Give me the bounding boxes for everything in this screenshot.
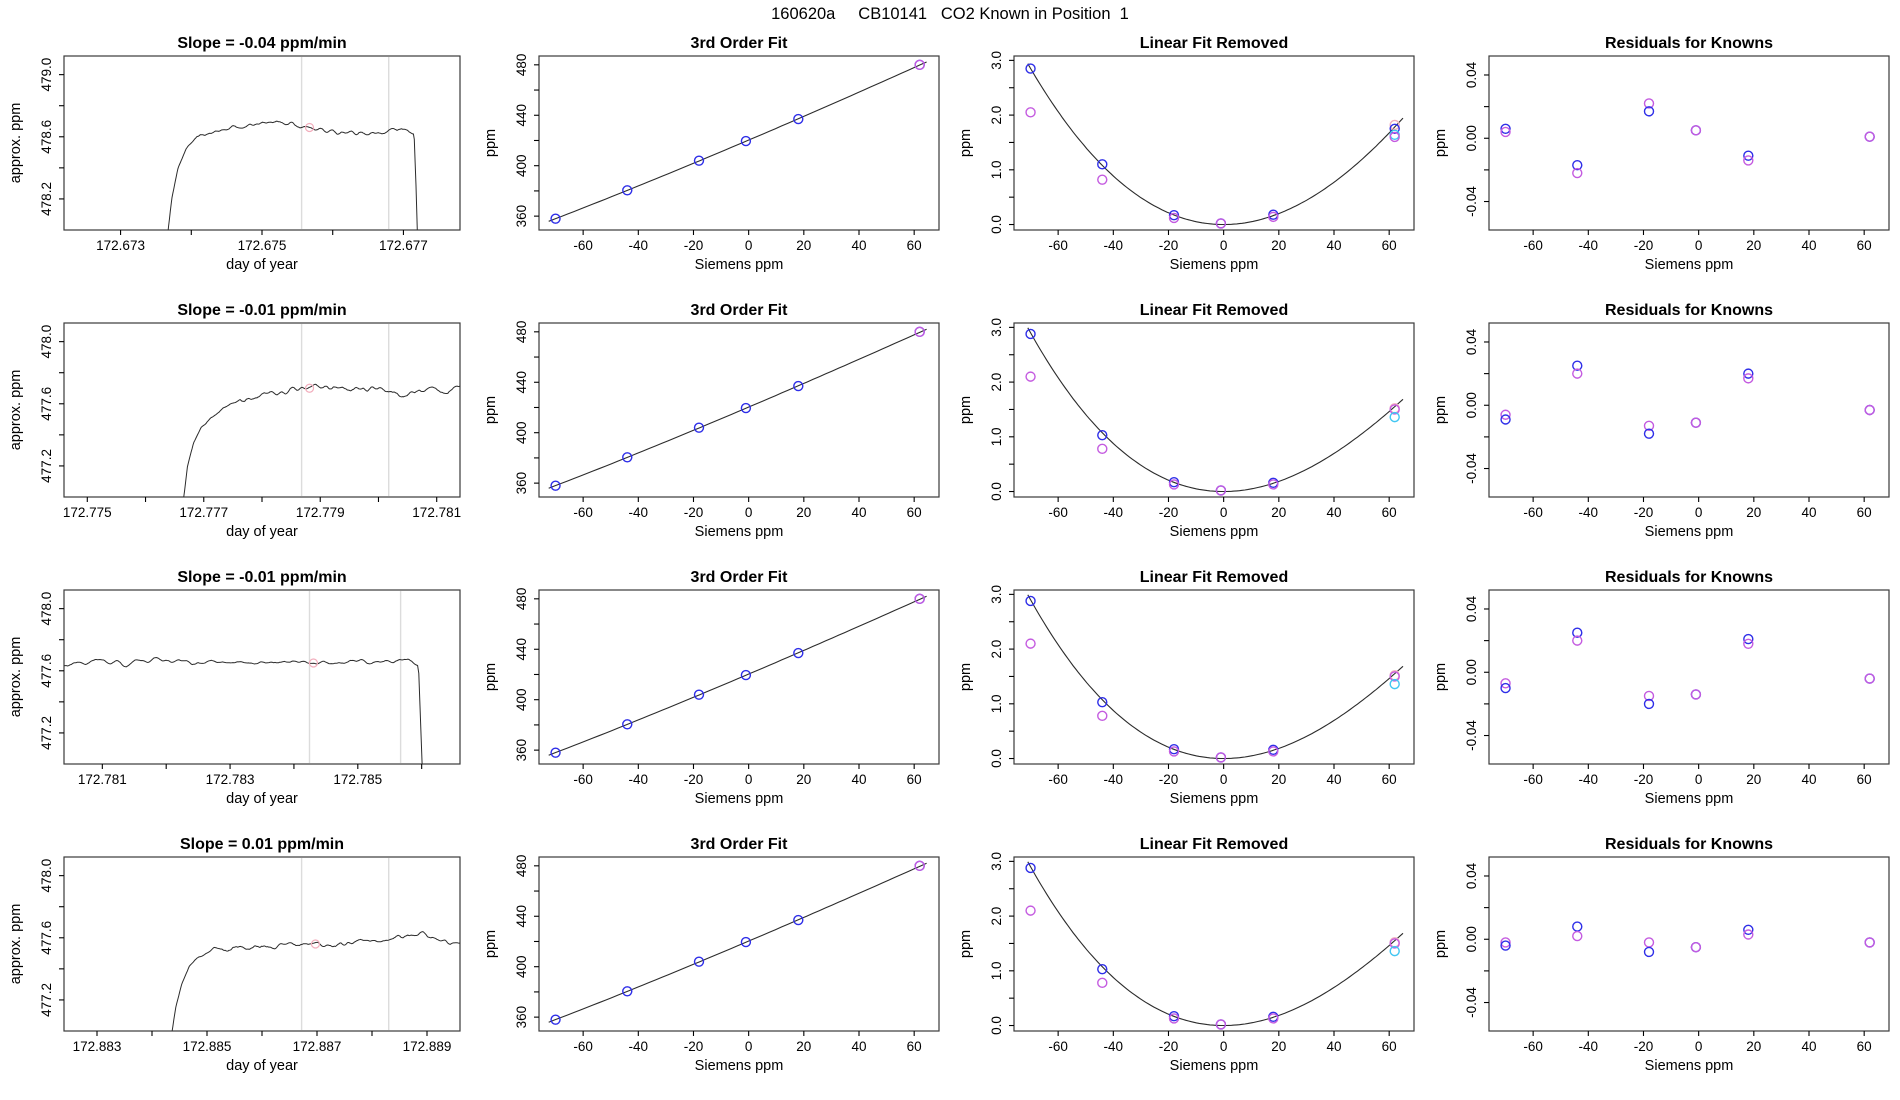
svg-text:60: 60 [906,505,922,520]
svg-text:478.0: 478.0 [39,324,54,359]
svg-text:Siemens ppm: Siemens ppm [694,524,784,540]
panel-r3-timeseries [0,564,475,831]
svg-text:-40: -40 [1103,238,1124,253]
svg-text:approx. ppm: approx. ppm [8,369,24,451]
svg-text:ppm: ppm [1433,128,1449,158]
svg-text:1.0: 1.0 [989,694,1004,714]
svg-text:0.00: 0.00 [1464,659,1479,686]
svg-text:0.0: 0.0 [989,482,1004,501]
svg-text:Slope = -0.04 ppm/min: Slope = -0.04 ppm/min [177,35,347,52]
svg-text:-0.04: -0.04 [1464,987,1479,1018]
svg-text:0.04: 0.04 [1464,862,1479,890]
svg-text:approx. ppm: approx. ppm [8,636,24,718]
svg-text:40: 40 [851,238,867,253]
panel-r2-residuals [1425,297,1900,564]
panel-r1-residuals [1425,30,1900,297]
svg-text:40: 40 [1326,238,1342,253]
svg-text:day of year: day of year [226,791,298,807]
svg-text:360: 360 [514,471,529,495]
panel-r1-third-order-fit [475,30,950,297]
svg-text:ppm: ppm [1433,662,1449,692]
svg-text:60: 60 [1381,238,1397,253]
svg-text:Slope = -0.01 ppm/min: Slope = -0.01 ppm/min [177,302,347,319]
panel-r4-residuals [1425,831,1900,1098]
svg-text:3.0: 3.0 [989,584,1004,604]
svg-text:0: 0 [744,505,753,520]
svg-text:172.677: 172.677 [379,238,428,253]
svg-text:-20: -20 [1158,238,1179,253]
svg-text:0: 0 [1219,772,1228,787]
svg-text:478.2: 478.2 [39,182,54,216]
svg-text:Slope = 0.01 ppm/min: Slope = 0.01 ppm/min [179,836,345,853]
svg-text:3.0: 3.0 [989,851,1004,871]
svg-text:ppm: ppm [958,929,974,959]
svg-text:-40: -40 [628,1039,649,1054]
panel-r2-linear-fit-removed [950,297,1425,564]
svg-text:0: 0 [1219,238,1228,253]
svg-text:0.04: 0.04 [1464,595,1479,623]
figure-title: 160620a CB10141 CO2 Known in Position 1 [771,5,1129,23]
svg-text:477.6: 477.6 [39,386,54,421]
svg-text:0.0: 0.0 [989,1016,1004,1035]
svg-text:Siemens ppm: Siemens ppm [1169,524,1259,540]
svg-text:Residuals for Knowns: Residuals for Knowns [1604,302,1774,319]
svg-text:Linear Fit Removed: Linear Fit Removed [1139,302,1289,319]
svg-text:20: 20 [796,772,812,787]
svg-text:360: 360 [514,1005,529,1029]
svg-text:172.779: 172.779 [295,505,345,520]
svg-text:Residuals for Knowns: Residuals for Knowns [1604,836,1774,853]
svg-text:-60: -60 [573,772,593,787]
svg-text:Linear Fit Removed: Linear Fit Removed [1139,569,1289,586]
svg-text:0: 0 [1694,238,1703,253]
svg-text:1.0: 1.0 [989,160,1004,180]
svg-text:60: 60 [1856,1039,1872,1054]
svg-text:Siemens ppm: Siemens ppm [1169,791,1259,807]
svg-text:40: 40 [1326,505,1342,520]
svg-text:20: 20 [1271,772,1287,787]
svg-text:Residuals for Knowns: Residuals for Knowns [1604,35,1774,52]
svg-text:20: 20 [796,505,812,520]
panel-r3-linear-fit-removed [950,564,1425,831]
svg-text:40: 40 [1801,772,1817,787]
svg-text:20: 20 [796,1039,812,1054]
svg-text:60: 60 [1381,505,1397,520]
svg-text:-40: -40 [1578,1039,1599,1054]
svg-text:ppm: ppm [483,929,499,959]
panel-r4-third-order-fit [475,831,950,1098]
svg-text:360: 360 [514,204,529,228]
svg-text:0.04: 0.04 [1464,328,1479,356]
svg-text:Siemens ppm: Siemens ppm [1644,524,1734,540]
svg-text:172.783: 172.783 [205,772,255,787]
svg-text:3rd Order Fit: 3rd Order Fit [690,836,788,853]
svg-text:400: 400 [514,421,529,444]
svg-text:172.885: 172.885 [182,1039,232,1054]
svg-text:172.883: 172.883 [72,1039,122,1054]
plot-grid [0,30,1900,1098]
svg-text:20: 20 [1746,1039,1762,1054]
svg-text:20: 20 [1271,505,1287,520]
svg-text:Siemens ppm: Siemens ppm [1644,791,1734,807]
svg-text:-20: -20 [1633,505,1654,520]
svg-text:ppm: ppm [958,128,974,158]
svg-text:ppm: ppm [1433,929,1449,959]
svg-text:ppm: ppm [958,395,974,425]
svg-text:Siemens ppm: Siemens ppm [1169,257,1259,273]
svg-text:0: 0 [744,238,753,253]
svg-text:0.0: 0.0 [989,749,1004,768]
svg-text:40: 40 [1801,505,1817,520]
svg-text:ppm: ppm [1433,395,1449,425]
svg-text:-40: -40 [1103,505,1124,520]
svg-text:-20: -20 [1633,1039,1654,1054]
svg-text:400: 400 [514,955,529,978]
svg-text:Siemens ppm: Siemens ppm [694,1058,784,1074]
svg-text:172.673: 172.673 [96,238,145,253]
svg-text:0.00: 0.00 [1464,392,1479,419]
svg-text:477.2: 477.2 [39,983,54,1017]
svg-text:ppm: ppm [483,662,499,692]
svg-text:40: 40 [1326,772,1342,787]
svg-text:60: 60 [906,772,922,787]
panel-r1-linear-fit-removed [950,30,1425,297]
svg-text:360: 360 [514,738,529,762]
svg-text:172.785: 172.785 [333,772,383,787]
panel-r2-timeseries [0,297,475,564]
svg-text:60: 60 [906,1039,922,1054]
svg-text:Siemens ppm: Siemens ppm [694,791,784,807]
svg-text:172.781: 172.781 [77,772,127,787]
svg-text:478.0: 478.0 [39,858,54,893]
svg-text:477.2: 477.2 [39,716,54,750]
svg-text:-20: -20 [683,772,704,787]
svg-text:day of year: day of year [226,524,298,540]
svg-text:Siemens ppm: Siemens ppm [1644,257,1734,273]
svg-text:-40: -40 [1578,505,1599,520]
svg-text:-60: -60 [1048,238,1068,253]
svg-text:479.0: 479.0 [39,57,54,92]
svg-text:60: 60 [1856,505,1872,520]
svg-text:60: 60 [1381,772,1397,787]
svg-text:0: 0 [1694,505,1703,520]
svg-text:0: 0 [744,772,753,787]
svg-text:Siemens ppm: Siemens ppm [1644,1058,1734,1074]
svg-text:40: 40 [851,1039,867,1054]
svg-text:478.0: 478.0 [39,591,54,626]
svg-text:400: 400 [514,154,529,177]
svg-text:-60: -60 [1523,1039,1543,1054]
svg-text:3rd Order Fit: 3rd Order Fit [690,569,788,586]
svg-text:0.00: 0.00 [1464,926,1479,953]
svg-text:20: 20 [1746,238,1762,253]
svg-text:Linear Fit Removed: Linear Fit Removed [1139,35,1289,52]
svg-text:-60: -60 [1523,772,1543,787]
svg-text:20: 20 [1746,505,1762,520]
svg-text:-40: -40 [1578,238,1599,253]
svg-text:172.777: 172.777 [179,505,229,520]
svg-text:-20: -20 [1633,238,1654,253]
svg-text:approx. ppm: approx. ppm [8,102,24,184]
svg-text:172.675: 172.675 [237,238,287,253]
svg-text:Siemens ppm: Siemens ppm [1169,1058,1259,1074]
svg-text:-40: -40 [628,505,649,520]
svg-text:20: 20 [1746,772,1762,787]
svg-text:-20: -20 [683,238,704,253]
svg-text:172.887: 172.887 [292,1039,342,1054]
svg-text:-40: -40 [1103,1039,1124,1054]
svg-text:2.0: 2.0 [989,105,1004,125]
svg-text:2.0: 2.0 [989,372,1004,392]
svg-text:480: 480 [514,53,529,77]
svg-text:0: 0 [1219,505,1228,520]
svg-text:60: 60 [906,238,922,253]
svg-text:40: 40 [851,505,867,520]
svg-text:0.00: 0.00 [1464,125,1479,152]
svg-text:477.6: 477.6 [39,653,54,688]
svg-text:440: 440 [514,637,529,661]
svg-text:-60: -60 [1048,772,1068,787]
svg-text:-20: -20 [1158,1039,1179,1054]
svg-text:477.6: 477.6 [39,920,54,955]
svg-text:-60: -60 [1523,238,1543,253]
svg-text:Residuals for Knowns: Residuals for Knowns [1604,569,1774,586]
svg-text:-40: -40 [1578,772,1599,787]
svg-text:-20: -20 [683,505,704,520]
svg-text:477.2: 477.2 [39,449,54,483]
svg-text:Slope = -0.01 ppm/min: Slope = -0.01 ppm/min [177,569,347,586]
svg-text:1.0: 1.0 [989,961,1004,981]
svg-text:-20: -20 [683,1039,704,1054]
svg-text:20: 20 [1271,238,1287,253]
svg-text:Linear Fit Removed: Linear Fit Removed [1139,836,1289,853]
svg-text:-60: -60 [573,238,593,253]
svg-text:-0.04: -0.04 [1464,453,1479,484]
svg-text:ppm: ppm [958,662,974,692]
svg-text:-40: -40 [628,238,649,253]
svg-text:-60: -60 [573,1039,593,1054]
svg-text:0.04: 0.04 [1464,61,1479,89]
svg-text:2.0: 2.0 [989,639,1004,659]
svg-text:3.0: 3.0 [989,317,1004,337]
svg-text:-20: -20 [1158,772,1179,787]
svg-text:-60: -60 [573,505,593,520]
panel-r2-third-order-fit [475,297,950,564]
svg-text:3rd Order Fit: 3rd Order Fit [690,302,788,319]
svg-text:3.0: 3.0 [989,50,1004,70]
svg-text:-20: -20 [1158,505,1179,520]
svg-text:0: 0 [1694,1039,1703,1054]
svg-text:40: 40 [851,772,867,787]
svg-text:40: 40 [1326,1039,1342,1054]
svg-text:20: 20 [796,238,812,253]
svg-text:Siemens ppm: Siemens ppm [694,257,784,273]
svg-text:478.6: 478.6 [39,119,54,154]
svg-text:ppm: ppm [483,395,499,425]
svg-text:-0.04: -0.04 [1464,720,1479,751]
panel-r3-third-order-fit [475,564,950,831]
panel-r1-timeseries [0,30,475,297]
svg-text:440: 440 [514,904,529,928]
svg-text:3rd Order Fit: 3rd Order Fit [690,35,788,52]
svg-text:2.0: 2.0 [989,906,1004,926]
svg-text:day of year: day of year [226,257,298,273]
svg-text:0: 0 [1694,772,1703,787]
svg-text:-0.04: -0.04 [1464,186,1479,217]
svg-text:-60: -60 [1523,505,1543,520]
svg-text:0: 0 [744,1039,753,1054]
panel-r4-linear-fit-removed [950,831,1425,1098]
svg-text:480: 480 [514,854,529,878]
svg-text:-40: -40 [628,772,649,787]
svg-text:172.775: 172.775 [62,505,112,520]
svg-text:440: 440 [514,103,529,127]
svg-text:172.781: 172.781 [412,505,462,520]
svg-text:172.889: 172.889 [402,1039,452,1054]
svg-text:1.0: 1.0 [989,427,1004,447]
svg-text:60: 60 [1856,238,1872,253]
svg-text:40: 40 [1801,238,1817,253]
svg-text:-60: -60 [1048,1039,1068,1054]
svg-text:ppm: ppm [483,128,499,158]
svg-text:-20: -20 [1633,772,1654,787]
svg-text:-40: -40 [1103,772,1124,787]
svg-text:60: 60 [1381,1039,1397,1054]
svg-text:approx. ppm: approx. ppm [8,903,24,985]
svg-text:-60: -60 [1048,505,1068,520]
svg-text:day of year: day of year [226,1058,298,1074]
svg-text:480: 480 [514,320,529,344]
panel-r4-timeseries [0,831,475,1098]
svg-text:480: 480 [514,587,529,611]
svg-text:20: 20 [1271,1039,1287,1054]
svg-text:440: 440 [514,370,529,394]
svg-text:0: 0 [1219,1039,1228,1054]
svg-text:40: 40 [1801,1039,1817,1054]
panel-r3-residuals [1425,564,1900,831]
svg-text:400: 400 [514,688,529,711]
svg-text:60: 60 [1856,772,1872,787]
svg-text:0.0: 0.0 [989,215,1004,234]
